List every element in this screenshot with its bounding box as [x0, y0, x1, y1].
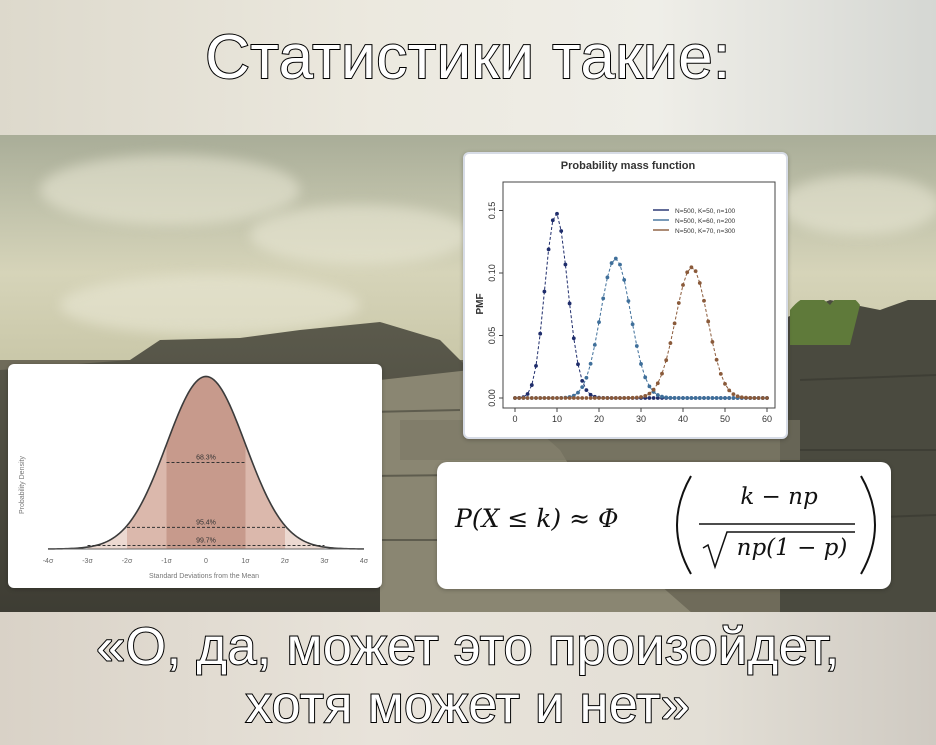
pmf-point — [631, 322, 635, 326]
pmf-point — [757, 396, 761, 400]
pmf-point — [618, 263, 622, 267]
y-axis-label: Probability Density — [19, 456, 26, 514]
pmf-point — [711, 396, 715, 400]
pmf-point — [744, 396, 748, 400]
pmf-point — [727, 396, 731, 400]
pmf-point — [673, 396, 677, 400]
pmf-point — [639, 395, 643, 399]
pmf-point — [585, 396, 589, 400]
pmf-point — [719, 396, 723, 400]
pmf-point — [576, 391, 580, 395]
x-tick-label: 10 — [551, 414, 563, 424]
pmf-point — [601, 396, 605, 400]
formula-lhs: P(X ≤ k) ≈ Φ — [455, 504, 619, 533]
pmf-point — [627, 299, 631, 303]
x-tick-label: -1σ — [161, 558, 172, 565]
normal-distribution-chart — [8, 364, 382, 588]
top-caption: Статистики такие: — [205, 23, 731, 92]
pmf-point — [698, 396, 702, 400]
pmf-point — [610, 261, 614, 265]
pmf-point — [681, 396, 685, 400]
pmf-panel — [463, 152, 788, 439]
band-label-1: 95.4% — [196, 519, 216, 527]
pmf-point — [761, 396, 765, 400]
pmf-point — [664, 358, 668, 362]
pmf-series-0 — [513, 212, 769, 400]
legend-label-2: N=500, K=70, n=300 — [675, 228, 736, 235]
pmf-point — [568, 302, 572, 306]
left-paren — [677, 476, 691, 574]
x-tick-label: 0 — [512, 414, 518, 424]
pmf-point — [723, 382, 727, 386]
pmf-point — [732, 392, 736, 396]
x-tick-label: 50 — [719, 414, 731, 424]
pmf-point — [606, 275, 610, 279]
pmf-point — [706, 396, 710, 400]
pmf-point — [551, 218, 555, 222]
pmf-point — [585, 376, 589, 380]
pmf-point — [589, 362, 593, 366]
pmf-point — [673, 321, 677, 325]
bottom-caption-line-2: хотя может и нет» — [245, 676, 691, 734]
pmf-point — [690, 396, 694, 400]
pmf-point — [660, 395, 664, 399]
x-tick-label: -3σ — [82, 558, 93, 565]
pmf-line-0 — [515, 214, 767, 398]
right-paren — [861, 476, 875, 574]
pmf-point — [685, 396, 689, 400]
bottom-caption-line-1: «О, да, может это произойдет, — [96, 618, 840, 676]
pmf-point — [656, 393, 660, 397]
pmf-point — [681, 283, 685, 287]
pmf-point — [530, 383, 534, 387]
pmf-point — [526, 392, 530, 396]
pmf-point — [543, 290, 547, 294]
pmf-ylabel: PMF — [475, 293, 486, 315]
pmf-point — [597, 396, 601, 400]
pmf-point — [614, 396, 618, 400]
pmf-point — [727, 388, 731, 392]
pmf-point — [635, 396, 639, 400]
pmf-point — [635, 344, 639, 348]
bottom-caption — [0, 618, 936, 734]
band-label-0: 68.3% — [196, 454, 216, 462]
pmf-point — [652, 388, 656, 392]
y-tick-label: 0.05 — [487, 326, 497, 345]
pmf-point — [601, 296, 605, 300]
x-tick-label: 60 — [761, 414, 773, 424]
pmf-point — [690, 265, 694, 269]
x-tick-label: 30 — [635, 414, 647, 424]
band-label-2: 99.7% — [196, 537, 216, 545]
pmf-point — [547, 247, 551, 251]
pmf-point — [706, 320, 710, 324]
pmf-point — [543, 396, 547, 400]
pmf-point — [719, 372, 723, 376]
pmf-point — [660, 372, 664, 376]
pmf-point — [669, 396, 673, 400]
y-tick-label: 0.10 — [487, 264, 497, 282]
pmf-point — [643, 394, 647, 398]
pmf-point — [736, 394, 740, 398]
pmf-point — [652, 396, 656, 400]
pmf-series-2 — [513, 265, 769, 399]
y-tick-label: 0.00 — [487, 389, 497, 407]
pmf-point — [711, 340, 715, 344]
pmf-point — [580, 385, 584, 389]
pmf-point — [610, 396, 614, 400]
pmf-point — [517, 396, 521, 400]
pmf-point — [530, 396, 534, 400]
pmf-point — [576, 362, 580, 366]
pmf-point — [715, 358, 719, 362]
pmf-point — [555, 396, 559, 400]
x-tick-label: 0 — [204, 558, 208, 565]
pmf-point — [589, 393, 593, 397]
pmf-point — [669, 341, 673, 345]
pmf-point — [664, 396, 668, 400]
x-axis-label: Standard Deviations from the Mean — [148, 573, 260, 580]
pmf-point — [732, 396, 736, 400]
formula-numerator: k − np — [740, 484, 818, 510]
pmf-point — [547, 396, 551, 400]
pmf-point — [715, 396, 719, 400]
x-tick-label: 2σ — [280, 558, 290, 565]
pmf-point — [618, 396, 622, 400]
pmf-point — [694, 269, 698, 273]
pmf-point — [740, 395, 744, 399]
pmf-chart — [465, 154, 786, 437]
pmf-point — [765, 396, 769, 400]
pmf-point — [631, 396, 635, 400]
x-tick-label: 1σ — [241, 558, 250, 565]
pmf-point — [534, 396, 538, 400]
pmf-point — [648, 392, 652, 396]
pmf-line-1 — [515, 259, 767, 398]
y-tick-label: 0.15 — [487, 201, 497, 220]
pmf-point — [685, 270, 689, 274]
pmf-point — [555, 212, 559, 216]
pmf-point — [572, 396, 576, 400]
pmf-point — [656, 381, 660, 385]
pmf-point — [698, 281, 702, 285]
legend-label-0: N=500, K=50, n=100 — [675, 208, 736, 215]
pmf-point — [694, 396, 698, 400]
pmf-point — [538, 332, 542, 336]
pmf-line-2 — [515, 267, 767, 398]
pmf-point — [648, 384, 652, 388]
pmf-point — [538, 396, 542, 400]
pmf-point — [593, 396, 597, 400]
pmf-point — [622, 278, 626, 282]
pmf-point — [559, 229, 563, 233]
x-tick-label: -2σ — [121, 558, 133, 565]
pmf-point — [702, 396, 706, 400]
pmf-point — [551, 396, 555, 400]
pmf-point — [513, 396, 517, 400]
pmf-point — [576, 396, 580, 400]
pmf-point — [597, 320, 601, 324]
pmf-point — [702, 299, 706, 303]
pmf-point — [564, 263, 568, 267]
pmf-point — [564, 396, 568, 400]
pmf-point — [748, 396, 752, 400]
pmf-point — [723, 396, 727, 400]
pmf-point — [589, 396, 593, 400]
pmf-point — [753, 396, 757, 400]
plot-frame — [503, 182, 775, 408]
pmf-point — [593, 343, 597, 347]
pmf-point — [677, 396, 681, 400]
x-tick-label: 40 — [677, 414, 689, 424]
pmf-point — [580, 379, 584, 383]
pmf-point — [559, 396, 563, 400]
pmf-point — [585, 388, 589, 392]
pmf-title: Probability mass function — [560, 160, 696, 172]
pmf-point — [534, 364, 538, 368]
pmf-point — [643, 375, 647, 379]
pmf-point — [639, 362, 643, 366]
pmf-point — [677, 301, 681, 305]
formula-panel — [437, 462, 891, 589]
pmf-point — [522, 396, 526, 400]
legend-label-1: N=500, K=60, n=200 — [675, 218, 736, 225]
pmf-point — [622, 396, 626, 400]
formula-graphics — [437, 462, 891, 589]
pmf-legend — [653, 208, 736, 235]
pmf-point — [648, 396, 652, 400]
x-tick-label: 20 — [593, 414, 605, 424]
x-tick-label: 4σ — [359, 558, 369, 565]
pmf-point — [580, 396, 584, 400]
pmf-point — [568, 396, 572, 400]
x-tick-label: -4σ — [42, 558, 54, 565]
pmf-point — [627, 396, 631, 400]
pmf-point — [526, 396, 530, 400]
x-tick-label: 3σ — [320, 558, 329, 565]
pmf-series-1 — [513, 257, 769, 400]
pmf-point — [614, 257, 618, 261]
normal-distribution-panel — [8, 364, 382, 588]
pmf-point — [606, 396, 610, 400]
formula-denominator: np(1 − p) — [736, 535, 848, 561]
pmf-point — [572, 336, 576, 340]
